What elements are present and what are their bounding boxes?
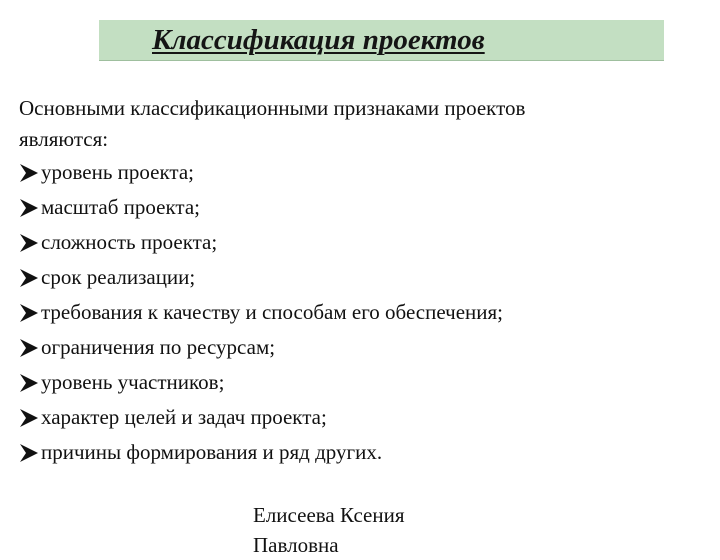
criteria-list (19, 157, 503, 472)
list-item-text: характер целей и задач проекта; (41, 405, 327, 429)
arrow-bullet-icon (19, 267, 39, 289)
list-item-text: масштаб проекта; (41, 195, 200, 219)
arrow-bullet-icon (19, 442, 39, 464)
arrow-bullet-icon (19, 337, 39, 359)
list-item-text: уровень проекта; (41, 160, 195, 184)
list-item-text: причины формирования и ряд других. (41, 440, 383, 464)
arrow-bullet-icon (19, 372, 39, 394)
author-first-line: Елисеева Ксения (253, 503, 405, 527)
intro-text: Основными классификационными признаками проектов являются: (19, 96, 526, 151)
slide-title: Классификация проектов (152, 24, 485, 56)
list-item (19, 402, 503, 437)
author-second-line: Павловна (253, 533, 339, 557)
list-item (19, 332, 503, 367)
title-band (99, 20, 664, 61)
list-item (19, 297, 503, 332)
arrow-bullet-icon (19, 232, 39, 254)
list-item (19, 262, 503, 297)
list-item-text: уровень участников; (41, 370, 225, 394)
list-item-text: ограничения по ресурсам; (41, 335, 276, 359)
list-item-text: сложность проекта; (41, 230, 218, 254)
list-item (19, 437, 503, 472)
list-item-text: требования к качеству и способам его обеспечения; (41, 300, 504, 324)
list-item (19, 157, 503, 192)
list-item (19, 367, 503, 402)
list-item-text: срок реализации; (41, 265, 196, 289)
author-name (253, 500, 453, 560)
arrow-bullet-icon (19, 302, 39, 324)
list-item (19, 192, 503, 227)
list-item (19, 227, 503, 262)
arrow-bullet-icon (19, 407, 39, 429)
arrow-bullet-icon (19, 197, 39, 219)
arrow-bullet-icon (19, 162, 39, 184)
